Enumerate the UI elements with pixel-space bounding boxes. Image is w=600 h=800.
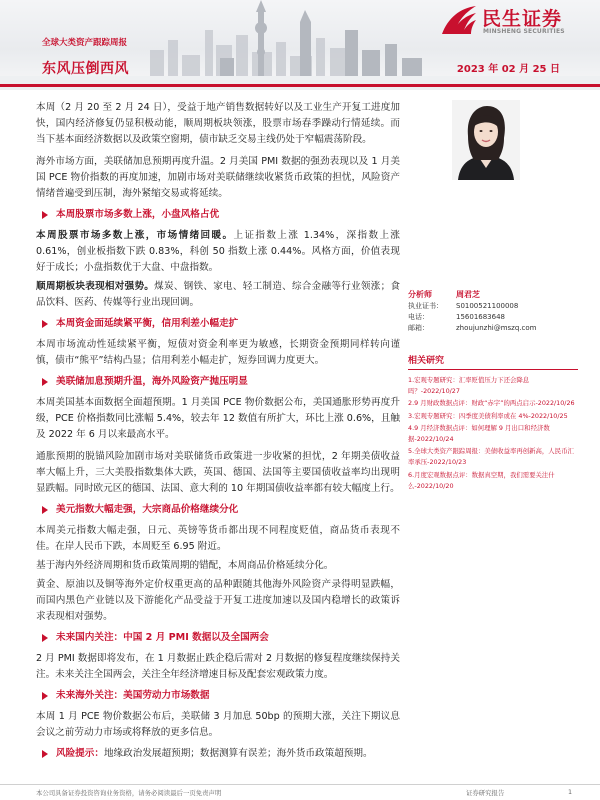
section-heading: 未来海外关注：美国劳动力市场数据 [36,689,400,703]
brand-logo [438,2,588,42]
report-date: 2023 年 02 月 25 日 [456,64,560,75]
analyst-name-row: 分析师 周君芝 [408,290,480,299]
related-research-link[interactable]: 5.全球大类资产跟踪周报：美债收益率再创新高，人民币汇率承压-2022/10/23 [408,447,574,467]
risk-warning: 风险提示： 地缘政治发展超预期；数据测算有误差；海外货币政策超预期。 [36,747,400,761]
bullet-triangle-icon [42,378,48,386]
body-paragraph: 基于海内外经济周期和货币政策周期的错配，本周商品价格延续分化。 [36,560,334,571]
report-body [36,100,400,767]
overseas-paragraph: 海外市场方面，美联储加息预期再度升温。2 月美国 PMI 数据的强劲表现以及 1 月美国 PCE 物价指数的再度加速，加剧市场对美联储继续收紧货币政策的担忧，风险资产情绪普遍受到压制，海外紧缩交易或将延续。 [36,156,400,199]
page-header [0,0,600,90]
body-paragraph: 本周美元指数大幅走强，日元、英镑等货币都出现不同程度贬值，商品货币表现不佳。在岸人民币下跌，本周贬至 6.95 附近。 [36,525,400,552]
body-paragraph: 本周股票市场多数上涨，市场情绪回暖。上证指数上涨 1.34%，深指数上涨 0.61%，创业板指数下跌 0.83%，科创 50 指数上涨 0.44%。风格方面，价值表现好于成长；小盘指数优于大盘、中盘指数。 [36,230,401,273]
body-paragraph: 本周 1 月 PCE 物价数据公布后，美联储 3 月加息 50bp 的预期大涨，关注下期议息会议之前劳动力市场或将释放的更多信息。 [36,711,400,738]
section-heading: 本周资金面延续紧平衡，信用利差小幅走扩 [36,317,400,331]
section-heading: 美联储加息预期升温，海外风险资产抛压明显 [36,375,400,389]
analyst-email-row: 邮箱： zhoujunzhi@mszq.com [408,324,537,332]
bullet-triangle-icon [42,211,48,219]
related-research-link[interactable]: 1.宏观专题研究：汇率贬值压力下还会降息吗？-2022/10/27 [408,376,530,396]
body-paragraph: 黄金、原油以及铜等海外定价权重更高的品种跟随其他海外风险资产录得明显跌幅，而国内黑色产业链以及下游能化产品受益于开复工进度加速以及国内稳增长的政策诉求表现相对强势。 [36,579,400,622]
body-paragraph: 顺周期板块表现相对强势。煤炭、钢铁、家电、轻工制造、综合金融等行业领涨；食品饮料、医药、传媒等行业出现回调。 [36,281,401,308]
analyst-email-link[interactable]: zhoujunzhi@mszq.com [456,324,537,332]
bullet-triangle-icon [42,692,48,700]
report-type: 全球大类资产跟踪周报 [42,38,128,48]
related-research [408,353,578,493]
analyst-photo [452,100,520,180]
related-research-link[interactable]: 2.9 月财政数据点评：财政“赤字”的两点启示-2022/10/26 [408,399,575,408]
bullet-triangle-icon [42,506,48,514]
section-heading: 本周股票市场多数上涨，小盘风格占优 [36,208,400,222]
header-divider [0,84,600,87]
bullet-triangle-icon [42,634,48,642]
page-footer [0,784,600,800]
page-number: 1 [568,788,573,796]
bullet-triangle-icon [42,320,48,328]
analyst-info [408,289,578,334]
report-title: 东风压倒西风 [42,61,129,77]
intro-paragraph: 本周（2 月 20 至 2 月 24 日），受益于地产销售数据转好以及工业生产开复工进度加快，国内经济修复仍显积极动能，顺周期板块领涨，股票市场春季躁动行情延续。而当下基本面经济数据以及政策空窗期，债市缺乏交易主线仍处于窄幅震荡阶段。 [36,102,400,145]
analyst-cert-row: 执业证书： S0100521100008 [408,302,519,310]
body-paragraph: 本周市场流动性延续紧平衡，短债对资金利率更为敏感，长期资金预期同样转向谨慎，债市“熊平”结构凸显；信用利差小幅走扩，短券回调力度更大。 [36,339,400,366]
related-research-list [408,375,578,492]
body-paragraph: 2 月 PMI 数据即将发布，在 1 月数据止跌企稳后需对 2 月数据的修复程度继续保持关注。未来关注全国两会，关注全年经济增速目标及配套宏观政策力度。 [36,653,400,680]
section-heading: 未来国内关注：中国 2 月 PMI 数据以及全国两会 [36,631,400,645]
brand-name-cn: 民生证券 [482,8,563,30]
footer-report-kind: 证券研究报告 [466,789,505,797]
brand-name-en: MINSHENG SECURITIES [483,28,565,35]
analyst-phone-row: 电话： 15601683648 [408,313,505,321]
body-paragraph: 本周美国基本面数据全面超预期。1 月美国 PCE 物价数据公布，美国通胀形势再度升级，PCE 价格指数同比涨幅 5.4%，较去年 12 数值有所扩大，环比上涨 0.6%，且触及 2022 年 6 月以来最高水平。 [36,397,400,440]
related-research-heading: 相关研究 [408,353,578,370]
bullet-triangle-icon [42,750,48,758]
section-heading: 美元指数大幅走强，大宗商品价格继续分化 [36,503,400,517]
footer-disclaimer: 本公司具备证券投资咨询业务资格，请务必阅读最后一页免责声明 [36,789,222,797]
related-research-link[interactable]: 4.9 月经济数据点评：如何理解 9 月出口和经济数据-2022/10/24 [408,423,550,444]
body-paragraph: 通胀预期的脱锚风险加剧市场对美联储货币政策进一步收紧的担忧，2 年期美债收益率大幅上升，三大美股指数集体大跌，英国、德国、法国等主要国债收益率均出现明显跌幅。同时欧元区的德国、法国、意大利的 10 年期国债收益率都有较大幅度上行。 [36,451,400,494]
minsheng-logo-icon [438,4,478,38]
related-research-link[interactable]: 3.宏观专题研究：四季度美债利率或在 4%-2022/10/25 [408,411,568,420]
related-research-link[interactable]: 6.月度宏观数据点评：数据真空期，我们需要关注什么-2022/10/20 [408,470,555,490]
